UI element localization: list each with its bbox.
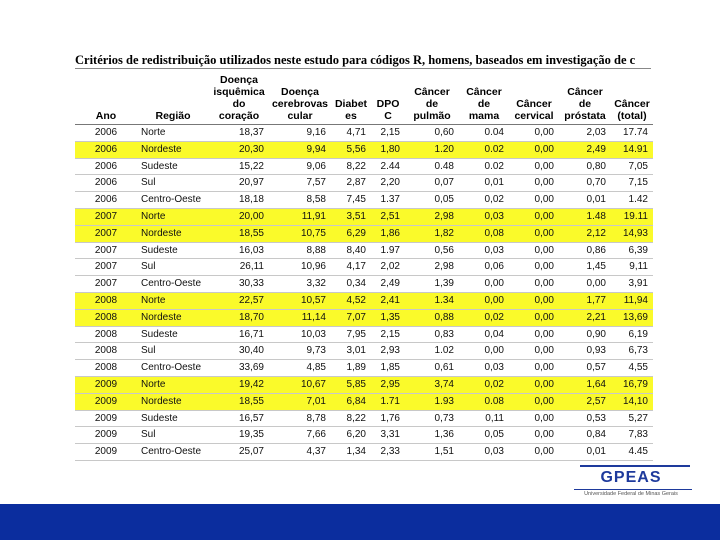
table-cell: 1,76	[371, 410, 405, 427]
table-cell: 0,00	[509, 225, 559, 242]
table-cell: 30,33	[209, 276, 269, 293]
table-cell: 0.48	[405, 158, 459, 175]
table-cell: 8,58	[269, 192, 331, 209]
column-header	[559, 70, 611, 125]
table-cell: 4,17	[331, 259, 371, 276]
table-cell: 2008	[75, 292, 137, 309]
table-cell: 4,85	[269, 360, 331, 377]
table-cell: 8,22	[331, 410, 371, 427]
table-cell: 0,06	[459, 259, 509, 276]
table-cell: 2,15	[371, 326, 405, 343]
table-cell: Sudeste	[137, 326, 209, 343]
table-cell: 7,83	[611, 427, 653, 444]
table-row	[75, 444, 653, 461]
table-cell: 19.11	[611, 208, 653, 225]
table-cell: 0,00	[509, 326, 559, 343]
table-cell: 7,45	[331, 192, 371, 209]
table-cell: 1,64	[559, 376, 611, 393]
table-cell: 0,90	[559, 326, 611, 343]
table-cell: 2,02	[371, 259, 405, 276]
column-header-label: Câncer cervical	[514, 98, 554, 122]
table-cell: 14,10	[611, 393, 653, 410]
title-divider	[75, 68, 651, 69]
table-cell: 6,19	[611, 326, 653, 343]
table-cell: 0,00	[509, 158, 559, 175]
table-cell: 18,55	[209, 393, 269, 410]
table-cell: Centro-Oeste	[137, 276, 209, 293]
table-row	[75, 125, 653, 142]
table-cell: 0,70	[559, 175, 611, 192]
table-cell: 17.74	[611, 125, 653, 142]
table-row	[75, 225, 653, 242]
table-cell: 0,00	[509, 259, 559, 276]
table-cell: 11,14	[269, 309, 331, 326]
table-cell: 9,06	[269, 158, 331, 175]
table-cell: 0,80	[559, 158, 611, 175]
table-cell: 0,00	[509, 376, 559, 393]
table-cell: 1,77	[559, 292, 611, 309]
table-cell: 0,00	[509, 410, 559, 427]
table-cell: 30,40	[209, 343, 269, 360]
column-header-label: Doença cerebrovas cular	[271, 86, 329, 122]
table-cell: 0,00	[559, 276, 611, 293]
table-cell: 2007	[75, 208, 137, 225]
table-cell: 14.91	[611, 141, 653, 158]
table-cell: 6,84	[331, 393, 371, 410]
table-row	[75, 410, 653, 427]
table-cell: 2006	[75, 141, 137, 158]
table-cell: 0,00	[509, 276, 559, 293]
table-cell: 0,02	[459, 309, 509, 326]
table-cell: 0,00	[509, 360, 559, 377]
table-cell: 10,75	[269, 225, 331, 242]
table-cell: 0,07	[405, 175, 459, 192]
table-cell: 0,03	[459, 242, 509, 259]
table-cell: 0.08	[459, 393, 509, 410]
table-row	[75, 393, 653, 410]
table-cell: 2.44	[371, 158, 405, 175]
table-cell: 1,39	[405, 276, 459, 293]
table-cell: 0,00	[509, 427, 559, 444]
table-row	[75, 208, 653, 225]
table-cell: 0,01	[559, 444, 611, 461]
column-header	[509, 70, 559, 125]
table-cell: 0,61	[405, 360, 459, 377]
table-cell: 1.02	[405, 343, 459, 360]
column-header	[459, 70, 509, 125]
table-cell: 0,03	[459, 208, 509, 225]
table-cell: 2007	[75, 259, 137, 276]
table-cell: 7,57	[269, 175, 331, 192]
table-cell: 2006	[75, 125, 137, 142]
table-cell: 13,69	[611, 309, 653, 326]
table-cell: 26,11	[209, 259, 269, 276]
column-header	[405, 70, 459, 125]
table-cell: Sudeste	[137, 242, 209, 259]
table-cell: 0,56	[405, 242, 459, 259]
table-cell: 0,73	[405, 410, 459, 427]
table-cell: 0,02	[459, 192, 509, 209]
table-cell: 19,42	[209, 376, 269, 393]
table-row	[75, 343, 653, 360]
table-cell: Norte	[137, 125, 209, 142]
table-cell: 4.45	[611, 444, 653, 461]
column-header-label: Câncer de pulmão	[413, 86, 451, 122]
table-cell: 8,22	[331, 158, 371, 175]
column-header-label: Doença isquêmica do coração	[213, 74, 265, 122]
table-cell: 9,94	[269, 141, 331, 158]
table-cell: 18,18	[209, 192, 269, 209]
table-row	[75, 242, 653, 259]
table-cell: Nordeste	[137, 141, 209, 158]
table-cell: 1.71	[371, 393, 405, 410]
table-cell: 7,07	[331, 309, 371, 326]
table-cell: 1,86	[371, 225, 405, 242]
table-cell: 0,00	[509, 393, 559, 410]
column-header	[75, 70, 137, 125]
table-cell: 10,03	[269, 326, 331, 343]
table-cell: 1.42	[611, 192, 653, 209]
table-cell: 16,57	[209, 410, 269, 427]
table-cell: Norte	[137, 208, 209, 225]
table-cell: 20,97	[209, 175, 269, 192]
column-header	[209, 70, 269, 125]
table-cell: 2,33	[371, 444, 405, 461]
table-cell: 0,03	[459, 360, 509, 377]
table-cell: 2,41	[371, 292, 405, 309]
table-cell: 2007	[75, 242, 137, 259]
table-cell: 2006	[75, 175, 137, 192]
table-row	[75, 292, 653, 309]
table-cell: 3,31	[371, 427, 405, 444]
table-cell: 0,57	[559, 360, 611, 377]
column-header-label: Região	[155, 110, 191, 122]
table-cell: 2009	[75, 427, 137, 444]
table-cell: 8,78	[269, 410, 331, 427]
table-cell: 2,87	[331, 175, 371, 192]
table-row	[75, 175, 653, 192]
table-cell: 0,00	[509, 208, 559, 225]
table-cell: Centro-Oeste	[137, 192, 209, 209]
table-row	[75, 158, 653, 175]
table-cell: 1,89	[331, 360, 371, 377]
table-cell: 0,00	[459, 276, 509, 293]
table-cell: 4,37	[269, 444, 331, 461]
table-cell: 18,55	[209, 225, 269, 242]
table-cell: 11,94	[611, 292, 653, 309]
table-cell: 2,49	[559, 141, 611, 158]
table-cell: 0,01	[459, 175, 509, 192]
table-cell: 2008	[75, 309, 137, 326]
table-cell: 8,88	[269, 242, 331, 259]
table-cell: 10,67	[269, 376, 331, 393]
table-cell: 2,93	[371, 343, 405, 360]
column-header-label: Diabet es	[334, 98, 368, 122]
table-cell: 0,53	[559, 410, 611, 427]
table-cell: Centro-Oeste	[137, 444, 209, 461]
table-cell: 6,39	[611, 242, 653, 259]
table-cell: Sudeste	[137, 410, 209, 427]
slide-title: Critérios de redistribuição utilizados neste estudo para códigos R, homens, baseados em investigação de c	[75, 53, 636, 67]
table-cell: 33,69	[209, 360, 269, 377]
table-cell: 2,51	[371, 208, 405, 225]
table-cell: 2009	[75, 393, 137, 410]
table-cell: 5,85	[331, 376, 371, 393]
table-cell: 19,35	[209, 427, 269, 444]
table-cell: 16,03	[209, 242, 269, 259]
table-cell: 1,82	[405, 225, 459, 242]
table-row	[75, 326, 653, 343]
table-cell: 2,98	[405, 208, 459, 225]
table-cell: 2009	[75, 410, 137, 427]
table-cell: 5,27	[611, 410, 653, 427]
table-cell: 0,00	[509, 309, 559, 326]
logo-wordmark: GPEAS	[600, 469, 662, 486]
table-cell: 18,37	[209, 125, 269, 142]
table-cell: 22,57	[209, 292, 269, 309]
table-body	[75, 125, 653, 461]
table-row	[75, 192, 653, 209]
table-cell: 0,60	[405, 125, 459, 142]
table-cell: 1,34	[331, 444, 371, 461]
table-cell: 0,83	[405, 326, 459, 343]
column-header-label: Câncer de próstata	[564, 86, 606, 122]
column-header-label: Câncer (total)	[614, 98, 650, 122]
table-cell: 7,95	[331, 326, 371, 343]
table-cell: 0,86	[559, 242, 611, 259]
table-cell: 8,40	[331, 242, 371, 259]
table-cell: Nordeste	[137, 225, 209, 242]
table-cell: 0,00	[509, 141, 559, 158]
table-cell: Nordeste	[137, 393, 209, 410]
table-row	[75, 360, 653, 377]
table-cell: 2,21	[559, 309, 611, 326]
table-cell: 6,20	[331, 427, 371, 444]
table-cell: 0.02	[459, 141, 509, 158]
table-cell: 10,96	[269, 259, 331, 276]
table-cell: 2,95	[371, 376, 405, 393]
table-cell: 0,01	[559, 192, 611, 209]
table-cell: Norte	[137, 376, 209, 393]
table-cell: 3,74	[405, 376, 459, 393]
table-cell: 0,02	[459, 376, 509, 393]
table-cell: 16,79	[611, 376, 653, 393]
table-cell: 6,73	[611, 343, 653, 360]
table-cell: 0,05	[405, 192, 459, 209]
table-cell: 16,71	[209, 326, 269, 343]
table-cell: 1.93	[405, 393, 459, 410]
table-cell: 2006	[75, 158, 137, 175]
table-cell: 2,20	[371, 175, 405, 192]
table-cell: 2007	[75, 225, 137, 242]
table-cell: 7,01	[269, 393, 331, 410]
bottom-bar	[0, 504, 720, 540]
table-cell: 2006	[75, 192, 137, 209]
table-cell: 0,00	[459, 343, 509, 360]
table-cell: 1.34	[405, 292, 459, 309]
table-cell: 15,22	[209, 158, 269, 175]
table-cell: 2008	[75, 343, 137, 360]
table-cell: 1.20	[405, 141, 459, 158]
table-cell: 10,57	[269, 292, 331, 309]
table-cell: 0,00	[509, 175, 559, 192]
table-cell: Centro-Oeste	[137, 360, 209, 377]
table-cell: 1,35	[371, 309, 405, 326]
table-row	[75, 141, 653, 158]
table-cell: Sul	[137, 175, 209, 192]
logo-rule-top	[580, 465, 690, 467]
table-cell: 1.97	[371, 242, 405, 259]
table-cell: 20,30	[209, 141, 269, 158]
table-cell: 2008	[75, 360, 137, 377]
column-header-label: DPO C	[376, 98, 400, 122]
table-cell: 1,45	[559, 259, 611, 276]
column-header	[371, 70, 405, 125]
table-cell: 0,00	[509, 444, 559, 461]
table-cell: 0,00	[459, 292, 509, 309]
table-cell: 5,56	[331, 141, 371, 158]
table-cell: 11,91	[269, 208, 331, 225]
column-header	[137, 70, 209, 125]
column-header-label: Ano	[95, 110, 117, 122]
table-cell: 2,12	[559, 225, 611, 242]
table-cell: 0,00	[509, 242, 559, 259]
table-cell: 3,01	[331, 343, 371, 360]
table-cell: 0,84	[559, 427, 611, 444]
table-cell: 0,34	[331, 276, 371, 293]
table-cell: 7,05	[611, 158, 653, 175]
table-cell: 7,66	[269, 427, 331, 444]
table-cell: 0,04	[459, 326, 509, 343]
table-row	[75, 259, 653, 276]
table-cell: 1,80	[371, 141, 405, 158]
table-cell: 0,00	[509, 192, 559, 209]
table-cell: 1.37	[371, 192, 405, 209]
table-cell: 20,00	[209, 208, 269, 225]
table-row	[75, 309, 653, 326]
table-cell: 14,93	[611, 225, 653, 242]
table-cell: 1,36	[405, 427, 459, 444]
table-cell: 0.02	[459, 158, 509, 175]
table-cell: 2009	[75, 444, 137, 461]
table-cell: 25,07	[209, 444, 269, 461]
table-cell: 3,32	[269, 276, 331, 293]
table-cell: 2007	[75, 276, 137, 293]
table-cell: 1,51	[405, 444, 459, 461]
table-cell: 2,49	[371, 276, 405, 293]
table-cell: 4,55	[611, 360, 653, 377]
table-row	[75, 376, 653, 393]
table-row	[75, 427, 653, 444]
table-cell: 9,11	[611, 259, 653, 276]
table-cell: 2009	[75, 376, 137, 393]
table-cell: 3,51	[331, 208, 371, 225]
table-cell: Sudeste	[137, 158, 209, 175]
data-table	[75, 70, 653, 461]
logo-subtitle: Universidade Federal de Minas Gerais	[584, 491, 678, 497]
table-cell: 2008	[75, 326, 137, 343]
table-cell: 1,85	[371, 360, 405, 377]
gpeas-logo	[570, 463, 692, 503]
table-cell: 1.48	[559, 208, 611, 225]
table-cell: 3,91	[611, 276, 653, 293]
table-cell: 4,71	[331, 125, 371, 142]
table-cell: 0.04	[459, 125, 509, 142]
table-row	[75, 276, 653, 293]
table-cell: Sul	[137, 427, 209, 444]
table-header-row	[75, 70, 653, 125]
table-cell: 0,93	[559, 343, 611, 360]
table-cell: 2,98	[405, 259, 459, 276]
table-cell: 9,16	[269, 125, 331, 142]
table-cell: 2,03	[559, 125, 611, 142]
table-cell: 7,15	[611, 175, 653, 192]
table-cell: 0,05	[459, 427, 509, 444]
table-cell: 0,88	[405, 309, 459, 326]
table-cell: 2,15	[371, 125, 405, 142]
table-cell: Sul	[137, 259, 209, 276]
table-cell: 0,00	[509, 292, 559, 309]
column-header	[269, 70, 331, 125]
table-cell: 9,73	[269, 343, 331, 360]
table-cell: 0,08	[459, 225, 509, 242]
table-cell: 0,00	[509, 125, 559, 142]
column-header-label: Câncer de mama	[466, 86, 502, 122]
table-cell: Norte	[137, 292, 209, 309]
table-cell: 0,00	[509, 343, 559, 360]
table-cell: Nordeste	[137, 309, 209, 326]
table-cell: 6,29	[331, 225, 371, 242]
column-header	[331, 70, 371, 125]
column-header	[611, 70, 653, 125]
logo-rule-bottom	[574, 489, 692, 490]
table-cell: 18,70	[209, 309, 269, 326]
table-cell: 4,52	[331, 292, 371, 309]
table-cell: Sul	[137, 343, 209, 360]
table-cell: 0,03	[459, 444, 509, 461]
table-cell: 0,11	[459, 410, 509, 427]
table-cell: 2,57	[559, 393, 611, 410]
